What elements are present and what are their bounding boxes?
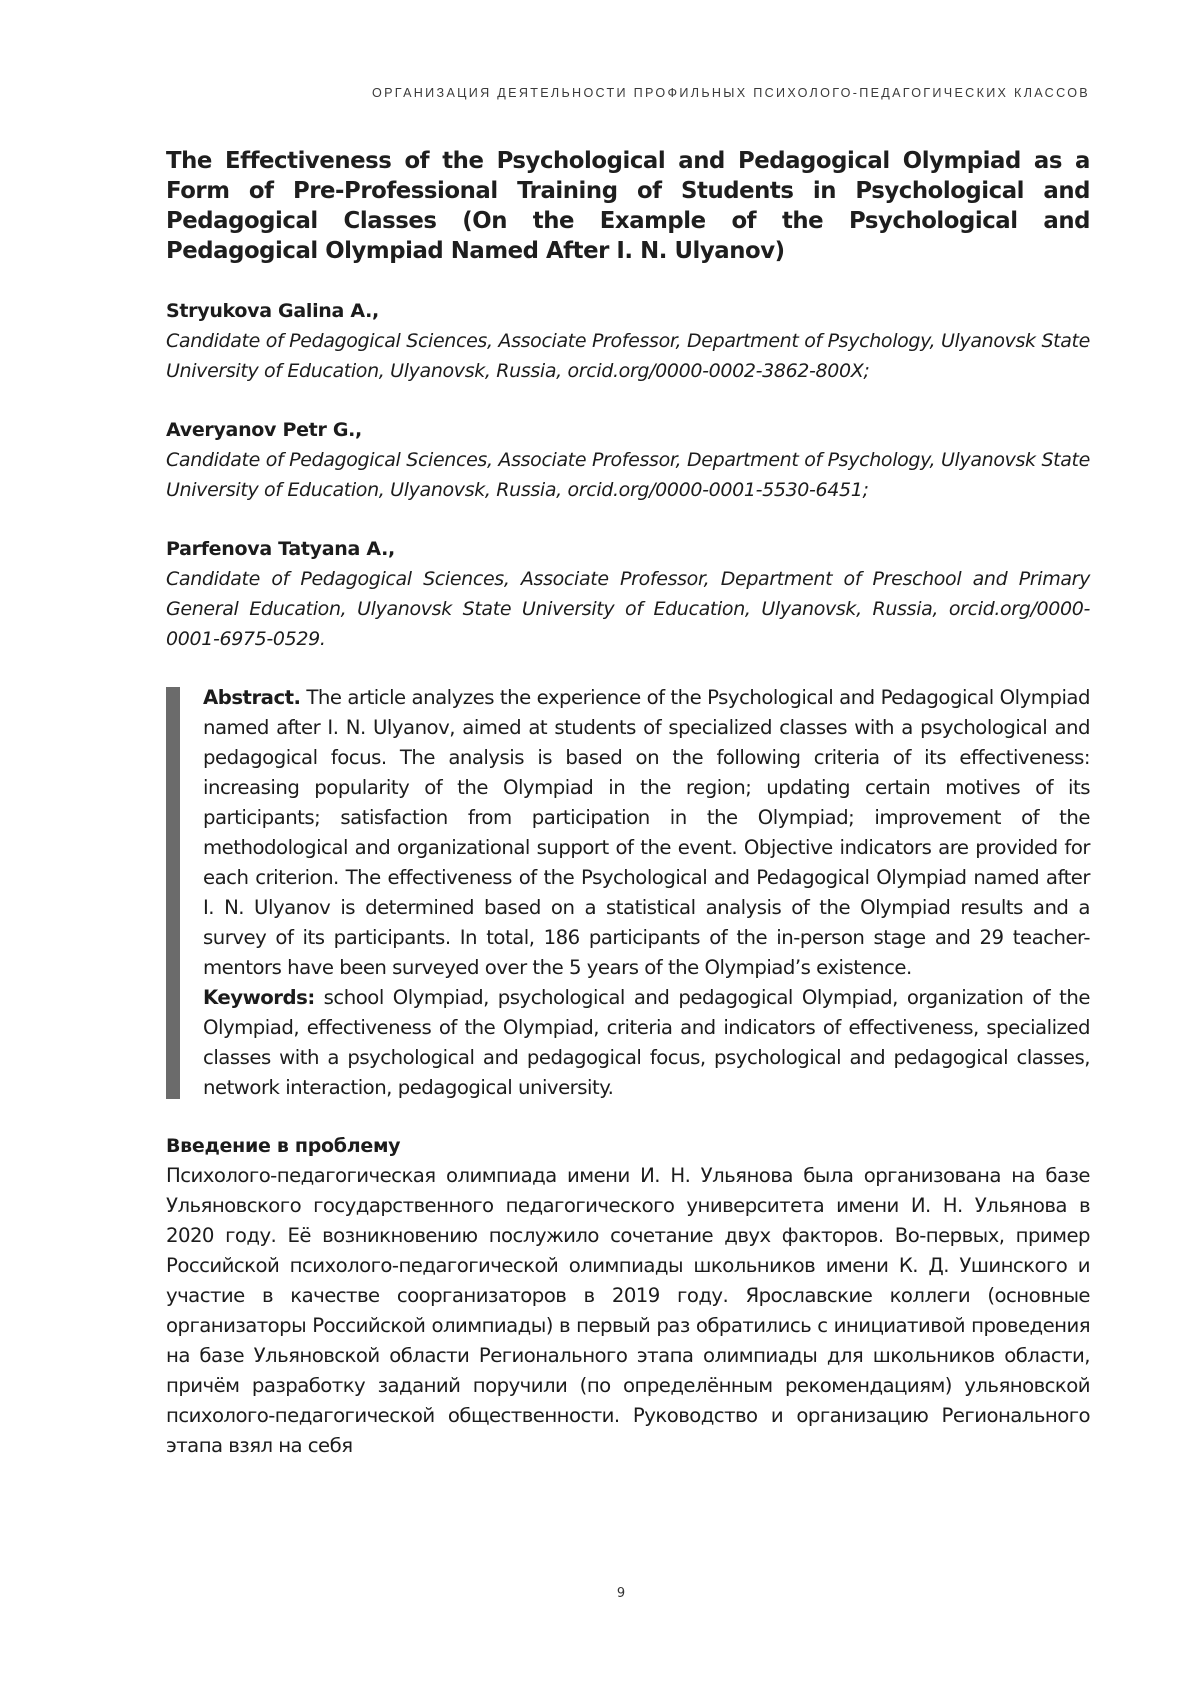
author-affiliation: Candidate of Pedagogical Sciences, Associate Professor, Department of Preschool and Primary General Education, Ulyanovsk State University of Education, Ulyanovsk, Russia, orcid.org/0000-0001-6975-0529.: [166, 568, 1090, 650]
author-name: Parfenova Tatyana A.,: [166, 538, 395, 560]
article-content: [166, 146, 1090, 1461]
section-body: Психолого-педагогическая олимпиада имени И. Н. Ульянова была организована на базе Ульяновского государственного педагогического университета имени И. Н. Ульянова в 2020 году. Её возникновению послужило сочетание двух факторов. Во-первых, пример Российской психолого-педагогической олимпиады школьников имени К. Д. Ушинского и участие в качестве соорганизаторов в 2019 году. Ярославские коллеги (основные организаторы Российской олимпиады) в первый раз обратились с инициативой проведения на базе Ульяновской области Регионального этапа олимпиады для школьников области, причём разработку заданий поручили (по определённым рекомендациям) ульяновской психолого-педагогической общественности. Руководство и организацию Регионального этапа взял на себя: [166, 1164, 1090, 1457]
author-affiliation: Candidate of Pedagogical Sciences, Associate Professor, Department of Psychology, Ulyanovsk State University of Education, Ulyanovsk, Russia, orcid.org/0000-0001-5530-6451;: [166, 449, 1090, 501]
author-entry: [166, 415, 1090, 505]
author-name: Stryukova Galina A.,: [166, 300, 379, 322]
intro-section: [166, 1131, 1090, 1461]
keywords-label: Keywords:: [203, 986, 315, 1009]
author-entry: [166, 534, 1090, 654]
abstract-side-bar: [166, 687, 180, 1099]
abstract-paragraph: [203, 683, 1090, 983]
section-heading: Введение в проблему: [166, 1135, 401, 1157]
keywords-text: school Olympiad, psychological and pedagogical Olympiad, organization of the Olympiad, effectiveness of the Olympiad, criteria and indicators of effectiveness, specialized classes with a psychological and pedagogical focus, psychological and pedagogical classes, network interaction, pedagogical university.: [203, 986, 1090, 1099]
author-name: Averyanov Petr G.,: [166, 419, 362, 441]
keywords-paragraph: [203, 983, 1090, 1103]
abstract-block: [166, 683, 1090, 1103]
author-affiliation: Candidate of Pedagogical Sciences, Associate Professor, Department of Psychology, Ulyanovsk State University of Education, Ulyanovsk, Russia, orcid.org/0000-0002-3862-800X;: [166, 330, 1090, 382]
author-entry: [166, 296, 1090, 386]
author-list: [166, 296, 1090, 654]
abstract-label: Abstract.: [203, 686, 301, 709]
article-title: The Effectiveness of the Psychological and Pedagogical Olympiad as a Form of Pre-Professional Training of Students in Psychological and Pedagogical Classes (On the Example of the Psychological and Pedagogical Olympiad Named After I. N. Ulyanov): [166, 148, 1090, 264]
abstract-text: The article analyzes the experience of the Psychological and Pedagogical Olympiad named after I. N. Ulyanov, aimed at students of specialized classes with a psychological and pedagogical focus. The analysis is based on the following criteria of its effectiveness: increasing popularity of the Olympiad in the region; updating certain motives of its participants; satisfaction from participation in the Olympiad; improvement of the methodological and organizational support of the event. Objective indicators are provided for each criterion. The effectiveness of the Psychological and Pedagogical Olympiad named after I. N. Ulyanov is determined based on a statistical analysis of the Olympiad results and a survey of its participants. In total, 186 participants of the in-person stage and 29 teacher-mentors have been surveyed over the 5 years of the Olympiad’s existence.: [203, 686, 1090, 979]
running-header: ОРГАНИЗАЦИЯ ДЕЯТЕЛЬНОСТИ ПРОФИЛЬНЫХ ПСИХОЛОГО-ПЕДАГОГИЧЕСКИХ КЛАССОВ: [372, 86, 1090, 100]
page-number: 9: [616, 1586, 626, 1601]
